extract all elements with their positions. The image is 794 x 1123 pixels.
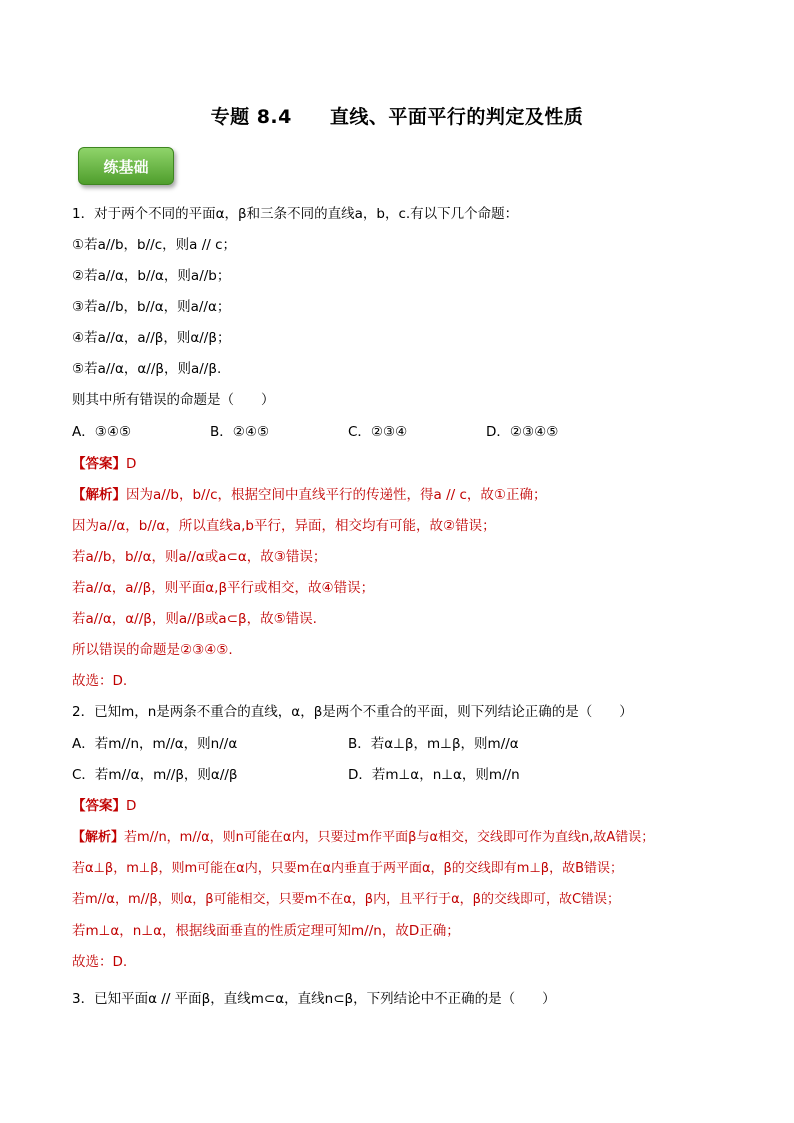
q1-option-d: D．②③④⑤ (486, 424, 559, 440)
q1-prop-2: ②若a//α，b//α，则a//b； (72, 268, 231, 284)
q1-stem: 1．对于两个不同的平面α，β和三条不同的直线a，b，c.有以下几个命题： (72, 206, 519, 222)
q1-analysis-line-5: 若a//α，α//β，则a//β或a⊂β，故⑤错误. (72, 611, 317, 627)
title-number: 专题 8.4 (210, 106, 292, 128)
q2-answer (72, 797, 136, 815)
q1-analysis-text-1: 因为a//b，b//c，根据空间中直线平行的传递性，得a // c，故①正确； (126, 487, 547, 503)
q1-prop-3: ③若a//b，b//α，则a//α； (72, 299, 231, 315)
q2-analysis-line-2: 若α⊥β，m⊥β，则m可能在α内，只要m在α内垂直于两平面α，β的交线即有m⊥β，故B错误； (72, 861, 624, 876)
q2-option-a: A．若m//n，m//α，则n//α (72, 736, 238, 752)
q1-option-a: A．③④⑤ (72, 424, 132, 440)
q1-option-c: C．②③④ (348, 424, 408, 440)
section-badge: 练基础 (78, 147, 174, 185)
q2-analysis-text-1: 若m//n，m//α，则n可能在α内，只要过m作平面β与α相交，交线即可作为直线n,故A错误； (124, 830, 655, 845)
q2-analysis-line-1 (72, 829, 654, 847)
q2-analysis-line-4: 若m⊥α，n⊥α，根据线面垂直的性质定理可知m//n，故D正确； (72, 923, 460, 939)
q2-analysis-line-5: 故选：D. (72, 954, 128, 970)
q1-prop-1: ①若a//b，b//c，则a // c； (72, 237, 237, 253)
q1-analysis-line-2: 因为a//α，b//α，所以直线a,b平行，异面，相交均有可能，故②错误； (72, 518, 496, 534)
q2-stem: 2．已知m，n是两条不重合的直线，α，β是两个不重合的平面，则下列结论正确的是（ ） (72, 704, 633, 720)
q1-answer-value: D (126, 456, 137, 472)
q1-prop-4: ④若a//α，a//β，则α//β； (72, 330, 231, 346)
page-title (0, 102, 794, 129)
q1-analysis-line-1 (72, 486, 547, 504)
q2-answer-tag: 【答案】 (72, 798, 126, 814)
q1-prop-5: ⑤若a//α，α//β，则a//β. (72, 361, 222, 377)
q2-option-b: B．若α⊥β，m⊥β，则m//α (348, 736, 519, 752)
q3-stem: 3．已知平面α // 平面β，直线m⊂α，直线n⊂β，下列结论中不正确的是（ ） (72, 991, 556, 1007)
q1-analysis-line-6: 所以错误的命题是②③④⑤. (72, 642, 233, 658)
q1-option-b: B．②④⑤ (210, 424, 270, 440)
q1-question: 则其中所有错误的命题是（ ） (72, 392, 275, 408)
q2-answer-value: D (126, 798, 137, 814)
q1-answer (72, 455, 136, 473)
title-text: 直线、平面平行的判定及性质 (329, 106, 584, 128)
q1-analysis-tag: 【解析】 (72, 487, 126, 503)
q1-analysis-line-4: 若a//α，a//β，则平面α,β平行或相交，故④错误； (72, 580, 375, 596)
q2-analysis-tag: 【解析】 (72, 830, 125, 845)
q1-analysis-line-3: 若a//b，b//α，则a//α或a⊂α，故③错误； (72, 549, 327, 565)
q2-option-d: D．若m⊥α，n⊥α，则m//n (348, 767, 520, 783)
q1-answer-tag: 【答案】 (72, 456, 126, 472)
q2-analysis-line-3: 若m//α，m//β，则α，β可能相交，只要m不在α，β内，且平行于α，β的交线即可，故C错误； (72, 892, 621, 907)
q1-analysis-line-7: 故选：D. (72, 673, 128, 689)
q2-option-c: C．若m//α，m//β，则α//β (72, 767, 238, 783)
